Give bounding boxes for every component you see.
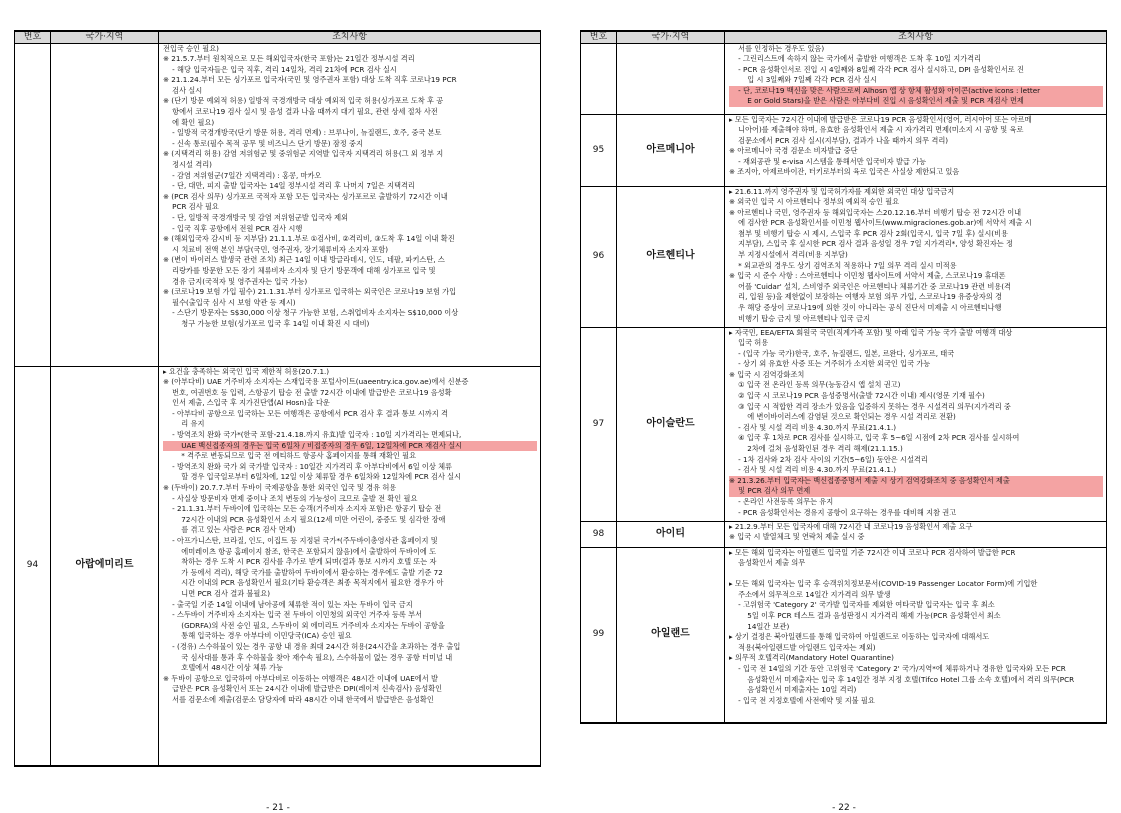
content-line: ▸ 모든 해외 입국자는 아일랜드 입국일 기준 72시간 이내 코로나 PCR 검사하여 발급한 PCR <box>729 547 1016 557</box>
content-line: 전입국 승인 필요) <box>163 43 219 53</box>
content-line: ① 입국 전 온라인 등록 의무(능동감시 앱 설치 권고) <box>729 380 901 390</box>
table-row <box>581 327 1107 521</box>
content-line: 시 치료비 전액 본인 부담(국민, 영주권자, 장기체류비자 소지자 포함) <box>163 244 389 254</box>
content-line: - 단, 코로나19 백신을 맞은 사람으로써 Alhosn 앱 상 항체 활성화 아이콘(active icons : letter <box>729 86 1103 97</box>
row-country: 아르헨티나 <box>617 186 725 327</box>
content-line: PCR 검사 필요 <box>163 202 219 212</box>
content-line: - 검사 및 시설 격리 비용 4.30.까지 무료(21.4.1.) <box>729 465 897 475</box>
content-line: 니면 PCR 검사 결과 불필요) <box>163 588 271 598</box>
content-line: - 아부다비 공항으로 입국하는 모든 여행객은 공항에서 PCR 검사 후 결과 통보 시까지 격 <box>163 408 448 418</box>
row-country <box>617 43 725 114</box>
content-line: ▸ 자국민, EEA/EFTA 회원국 국민(직계가족 포함) 및 아래 입국 가능 국가 출발 여행객 대상 <box>729 327 1013 337</box>
row-num: 95 <box>581 114 617 186</box>
content-line: 음성확인서 미제출자는 10일 격리) <box>729 685 857 695</box>
content-line: 입국 허용 <box>729 338 769 348</box>
content-line: 우 해당 증상이 코로나19에 의한 것이 아니라는 공식 진단서 미제출 시 아르헨티나행 <box>729 303 1002 313</box>
content-line: UAE 백신접종자의 경우는 입국 6일차 / 비접종자의 경우 6일, 12일차에 PCR 재검사 실시 <box>163 441 537 452</box>
content-line: - PCR 음성확인서로 진입 시 4일째와 8일째 각각 PCR 검사 실시하고, DPI 음성확인서로 진 <box>729 64 1024 74</box>
measures-table-left <box>14 30 541 767</box>
content-line: 에 변이바이러스에 감염된 것으로 확인되는 경우 시설 격리로 전환) <box>729 412 956 422</box>
content-line: 에 확인 필요) <box>163 117 215 127</box>
row-content <box>725 43 1107 114</box>
content-line: ※ 조지아, 아제르바이잔, 터키로부터의 육로 입국은 사실상 제한되고 있음 <box>729 167 960 177</box>
content-line: ※ 외국인 입국 시 아르헨티나 정부의 예외적 승인 필요 <box>729 197 900 207</box>
measures-table-right <box>580 30 1107 724</box>
content-line: 할 경우 입국일로부터 6일차에, 12일 이상 체류할 경우 6일차와 12일차에 PCR 검사 실시 <box>163 472 462 482</box>
content-line: 5일 이후 PCR 테스트 결과 음성판정시 지가격리 해제 가능(PCR 음성확인서 최소 <box>729 611 1001 621</box>
content-line: 서를 검문소에 제출(검문소 담당자에 따라 48시간 이내 한국에서 발급받은 음성확인 <box>163 694 434 704</box>
content-line: - 출국일 기준 14일 이내에 남아공에 체류한 적이 있는 자는 두바이 입국 금지 <box>163 599 413 609</box>
content-line: - 아프가니스탄, 브라질, 인도, 이집트 등 지정된 국가*(주두바이총영사관 홈페이지 및 <box>163 536 438 545</box>
content-line: 를 겪고 있는 사람은 PCR 검사 면제) <box>163 525 296 535</box>
content-line: 리, 입원 등)을 제한없이 보장하는 여행자 보험 의무 가입, 스코로나19 유증상자의 경 <box>729 292 1002 302</box>
content-line: 경유 금지(국적자 및 영주권자는 입국 가능) <box>163 276 308 286</box>
content-line: - 검사 및 시설 격리 비용 4.30.까지 무료(21.4.1.) <box>729 422 897 432</box>
content-line: 2차에 걸쳐 음성확인된 경우 격리 해제(21.1.15.) <box>729 444 903 454</box>
content-line: - 단, 일방적 국경개방국 및 감염 저위험군발 입국자 제외 <box>163 213 349 222</box>
row-country <box>51 43 159 366</box>
row-num: 97 <box>581 327 617 521</box>
content-line: 항에서 코로나19 검사 실시 및 음성 결과 나올 때까지 대기 필요, 관련 상세 절차 사전 <box>163 107 438 117</box>
content-line: * 격주로 변동되므로 입국 전 에티하드 항공사 홈페이지를 통해 재확인 필요 <box>163 451 417 461</box>
content-line: - 스두바이 거주비자 소지자는 입국 전 두바이 이민청의 외국인 거주자 등록 부서 <box>163 610 423 620</box>
content-line: 및 PCR 검사 의무 면제 <box>729 486 1103 497</box>
header-measures: 조치사항 <box>725 31 1107 43</box>
row-content <box>725 521 1107 547</box>
content-line: - 입국 전 14일의 기간 동안 고위험국 'Category 2' 국가/지역*에 체류하거나 경유한 입국자와 모든 PCR <box>729 664 1066 674</box>
content-line: ※ 21.3.26.부터 입국자는 백신접종증명서 제출 시 상기 검역강화조치 중 음성확인서 제출 <box>729 476 1103 487</box>
content-line: - 방역조치 완화 국가 외 국가발 입국자 : 10일간 지가격리 후 아부다비에서 6일 이상 체류 <box>163 461 452 471</box>
table-row <box>581 521 1107 547</box>
table-header <box>15 31 541 43</box>
row-num: 94 <box>15 366 51 766</box>
content-line: 첨부 및 비행기 탑승 시 제시, 스입국 후 PCR 검사 2회(입국시, 입국 7일 후) 실시(비용 <box>729 228 1008 238</box>
content-line: ※ (아부다비) UAE 거주비자 소지자는 스재입국용 포털사이트(uaeentry.ica.gov.ae)에서 신분증 <box>163 377 469 387</box>
row-content <box>159 43 541 366</box>
content-line: 시간 이내의 PCR 음성확인서 필요(기타 환승객은 최종 목적지에서 필요한 경우가 아 <box>163 578 444 588</box>
content-line: ▸ 21.6.11.까지 영주권자 및 입국허가자를 제외한 외국인 대상 입국금지 <box>729 186 955 196</box>
table-header <box>581 31 1107 43</box>
content-line: - 21.1.31.부터 두바이에 입국하는 모든 승객(거주비자 소지자 포함)은 항공기 탑승 전 <box>163 504 442 514</box>
row-num: 99 <box>581 547 617 723</box>
row-country: 아르메니아 <box>617 114 725 186</box>
content-line: - 방역조치 완화 국가*(한국 포함-21.4.18.까지 유효)발 입국자 : 10일 지가격리는 면제되나, <box>163 430 462 440</box>
content-line: 번호, 여권번호 등 입력, 스항공기 탑승 전 출발 72시간 이내에 발급받은 코로나19 음성확 <box>163 387 452 397</box>
content-line: ※ 입국 시 준수 사항 : 스아르헨티나 이민청 웹사이트에 서약서 제출, 스코로나19 휴대폰 <box>729 271 1006 281</box>
content-line: 리 유지 <box>163 419 205 429</box>
content-line: 리랑카를 방문한 모든 장기 체류비자 소지자 및 단기 방문객에 대해 싱가포르 입국 및 <box>163 265 436 275</box>
table-row <box>581 43 1107 114</box>
content-line: ▸ 상기 결정은 북아일랜드를 통해 입국하여 아일랜드로 이동하는 입국자에 대해서도 <box>729 632 990 642</box>
content-line: 호텔에서 48시간 이상 체류 가능 <box>163 663 283 673</box>
content-line: ※ (코로나19 보험 가입 필수) 21.1.31.부터 싱가포르 입국하는 외국인은 코로나19 보험 가입 <box>163 287 457 297</box>
page-left <box>14 30 541 813</box>
content-line: - 단, 대만, 피지 출발 입국자는 14일 정부시설 격리 후 나머지 7일은 지택격리 <box>163 181 415 191</box>
content-line: ※ 아르메니아 국경 검문소 비자발급 중단 <box>729 146 858 156</box>
header-num: 번호 <box>15 31 51 43</box>
content-line: ③ 입국 시 적합한 격리 장소가 있음을 입증하지 못하는 경우 시설격리 의무(지가격리 중 <box>729 401 1011 411</box>
content-line: - 입국 직후 공항에서 전원 PCR 검사 시행 <box>163 223 303 233</box>
content-line: 적용(북아일랜드발 아일랜드 입국자는 제외) <box>729 642 876 652</box>
content-line: 비행기 탑승 금지 및 아르헨티나 입국 금지 <box>729 313 870 323</box>
content-line: ▸ 모든 해외 입국자는 입국 후 승객위치정보문서(COVID-19 Passenger Locator Form)에 기입한 <box>729 579 1038 589</box>
content-line: E or Gold Stars)을 받은 사람은 아부다비 진입 시 음성확인서 제출 및 PCR 재검사 면제 <box>729 96 1103 107</box>
content-line: 인서 제출, 스입국 후 지가진단앱(Al Hosn)을 다운 <box>163 398 330 408</box>
content-line: ※ (두바이) 20.7.7.부터 두바이 국제공항을 통한 외국인 입국 및 경유 허용 <box>163 483 397 493</box>
content-line: 검사 실시 <box>163 85 203 95</box>
content-line: - 상기 외 유효한 사증 또는 거주허가 소지한 외국인 입국 가능 <box>729 359 931 369</box>
row-content <box>159 366 541 766</box>
table-row <box>581 114 1107 186</box>
content-line: ※ 입국 시 발열체크 및 연락처 제출 실시 중 <box>729 532 865 542</box>
content-line: 주소에서 의무적으로 14일간 지가격리 의무 발생 <box>729 589 891 599</box>
content-line: 국 심사대를 통과 후 수하물을 찾아 재수속 필요), 스수하물이 없는 경우 공항 터미널 내 <box>163 652 453 662</box>
row-num <box>581 43 617 114</box>
content-line: - PCR 음성확인서는 경유지 공항이 요구하는 경우를 대비해 지참 권고 <box>729 507 957 517</box>
content-line: 부 지정시설에서 격리(비용 지부담) <box>729 250 848 260</box>
content-line: ② 입국 시 코로나19 PCR 음성증명서(출발 72시간 이내) 제시(영문 기재 필수) <box>729 391 985 401</box>
content-line: - 일방적 국경개방국(단기 방문 허용, 격리 면제) : 브루나이, 뉴질랜드, 호주, 중국 본토 <box>163 128 442 138</box>
content-line: 가 등에서 격리), 해당 국가를 출발하여 두바이에서 환승하는 경우에도 출발 기준 72 <box>163 567 443 577</box>
content-line: ▸ 요건을 충족하는 외국인 입국 제한적 허용(20.7.1.) <box>163 366 330 376</box>
row-num: 98 <box>581 521 617 547</box>
content-line: ※ (단기 방문 예외적 허용) 일방적 국경개방국 대상 예외적 입국 허용(싱가포르 도착 후 공 <box>163 96 444 106</box>
content-line: 착하는 경우 도착 시 PCR 검사를 추가로 받게 되며(결과 통보 시까지 호텔 또는 자 <box>163 557 437 567</box>
content-line: 14일간 보관) <box>729 621 790 631</box>
row-content <box>725 114 1107 186</box>
content-line: - (입국 가능 국가)한국, 호주, 뉴질랜드, 일본, 르완다, 싱가포르, 태국 <box>729 348 955 358</box>
content-line: ▸ 21.2.9.부터 모든 입국자에 대해 72시간 내 코로나19 음성확인서 제출 요구 <box>729 521 973 531</box>
content-line: - 사실상 방문비자 면제 중이나 조치 변동의 가능성이 크므로 출발 전 확인 필요 <box>163 493 418 503</box>
content-line: * 외교관의 경우도 상기 검역조치 적용하나 7일 의무 격리 실시 미적용 <box>729 260 957 270</box>
content-line: (GDRFA)의 사전 승인 필요, 스두바이 외 에미리트 거주비자 소지자는 두바이 공항을 <box>163 620 445 630</box>
content-line: 정시설 격리) <box>163 160 212 170</box>
content-line: - 신속 통로(필수 목적 공무 및 비즈니스 단기 방문) 잠정 중지 <box>163 138 363 148</box>
page-number: - 22 - <box>832 803 856 813</box>
content-line: 에미레이츠 항공 홈페이지 참조, 한국은 포함되지 않음)에서 출발하여 두바이에 도 <box>163 546 437 556</box>
table-row <box>581 186 1107 327</box>
row-num <box>15 43 51 366</box>
row-content <box>725 327 1107 521</box>
row-country: 아일랜드 <box>617 547 725 723</box>
table-row <box>581 547 1107 723</box>
table-row <box>15 366 541 766</box>
row-content <box>725 547 1107 723</box>
row-country: 아이슬란드 <box>617 327 725 521</box>
content-line: ※ (해외입국자 감시비 등 지부담) 21.1.1.부로 ①검사비, ②격리비, ③도착 후 14일 이내 확진 <box>163 234 455 244</box>
content-line: 서를 인정하는 경우도 있음) <box>729 43 825 53</box>
content-line: 음성확인서 미제출자는 입국 후 14일간 정부 지정 호텔(Tifco Hotel 그룹 소속 호텔)에서 격리 의무(PCR <box>729 674 1075 684</box>
content-line: ※ (지택격리 허용) 감염 저위험군 및 중위험군 지역발 입국자 지택격리 허용(그 외 정부 지 <box>163 149 444 159</box>
content-line: ▸ 모든 입국자는 72시간 이내에 발급받은 코로나19 PCR 음성확인서(영어, 러시아어 또는 아르메 <box>729 114 1032 124</box>
content-line: 필수(출입국 심사 시 보험 약관 등 제시) <box>163 297 296 307</box>
row-content <box>725 186 1107 327</box>
content-line: 음성확인서 제출 의무 <box>729 558 806 568</box>
content-line: 지부담), 스입국 후 실시한 PCR 검사 결과 음성일 경우 7일 지가격리*, 양성 확진자는 정 <box>729 239 1013 249</box>
content-line: 72시간 이내의 PCR 음성확인서 소지 필요(12세 미만 어린이, 중증도 및 심각한 장애 <box>163 514 446 524</box>
page-right <box>580 30 1107 813</box>
content-line: 입 시 3일째와 7일째 각각 PCR 검사 실시 <box>729 75 878 85</box>
content-line: - 고위험국 'Category 2' 국가발 입국자를 제외한 여타국발 입국자는 입국 후 최소 <box>729 600 995 610</box>
content-line: ※ (PCR 검사 의무) 싱가포르 국적자 포함 모든 입국자는 싱가포르로 출발하기 72시간 이내 <box>163 191 448 201</box>
content-line: 어플 'Cuidar' 설치, 스비영주 외국인은 아르헨티나 체류기간 중 코로나19 관련 비용(격 <box>729 281 1011 291</box>
table-row <box>15 43 541 366</box>
content-line: ※ 21.5.7.부터 원칙적으로 모든 해외입국자(한국 포함)는 21일간 정부시설 격리 <box>163 54 415 64</box>
content-line: - 그린리스트에 속하지 않는 국가에서 출발한 여행객은 도착 후 10일 지가격리 <box>729 54 982 64</box>
content-line: - 스단기 방문자는 S$30,000 이상 청구 가능한 보험, 스취업비자 소지자는 S$10,000 이상 <box>163 308 459 318</box>
content-line: ④ 입국 후 1차로 PCR 검사를 실시하고, 입국 후 5~6일 시점에 2차 PCR 검사를 실시하여 <box>729 433 1020 443</box>
content-line: ※ 21.1.24.부터 모든 싱가포르 입국자(국민 및 영주권자 포함) 대상 도착 직후 코로나19 PCR <box>163 75 457 85</box>
content-line: 통해 입국하는 경우 아부다비 이민당국(ICA) 승인 필요 <box>163 631 352 641</box>
page-number: - 21 - <box>266 803 290 813</box>
content-line: 검문소에서 PCR 검사 실시(지부담), 결과가 나올 때까지 의무 격리) <box>729 135 949 145</box>
content-line: 청구 가능한 보험(싱가포르 입국 후 14일 이내 확진 시 대비) <box>163 318 370 328</box>
row-num: 96 <box>581 186 617 327</box>
header-num: 번호 <box>581 31 617 43</box>
content-line: ※ 두바이 공항으로 입국하여 아부다비로 이동하는 여행객은 48시간 이내에 UAE에서 발 <box>163 673 438 683</box>
header-measures: 조치사항 <box>159 31 541 43</box>
row-country: 아랍에미리트 <box>51 366 159 766</box>
content-line: - 재외공관 및 e-visa 시스템을 통해서만 입국비자 발급 가능 <box>729 156 927 166</box>
content-line: - 감염 저위험군(7일간 지택격리) : 홍콩, 마카오 <box>163 170 322 180</box>
header-country: 국가·지역 <box>51 31 159 43</box>
content-line: - 입국 전 지정호텔에 사전예약 및 지불 필요 <box>729 695 875 705</box>
content-line: ※ (변이 바이러스 발생국 관련 조치) 최근 14일 이내 방글라데시, 인도, 네팔, 파키스탄, 스 <box>163 255 445 265</box>
content-line: - 1차 검사와 2차 검사 사이의 기간(5~6일) 동안은 시설격리 <box>729 454 928 464</box>
content-line: - 해당 입국자들은 입국 직후, 격리 14일차, 격리 21차에 PCR 검사 실시 <box>163 64 397 74</box>
content-line: ※ 아르헨티나 국민, 영주권자 등 해외입국자는 스20.12.16.부터 비행기 탑승 전 72시간 이내 <box>729 207 1022 217</box>
content-line: 에 검사한 PCR 음성확인서를 이민청 웹사이트(www.migraciones.gob.ar)에 서약서 제출 시 <box>729 218 1032 228</box>
content-line: 니아어)를 제출해야 하며, 유효한 음성확인서 제출 시 자가격리 면제(미소지 시 공항 및 육로 <box>729 125 1024 135</box>
content-line: - 온라인 사전등록 의무는 유지 <box>729 497 834 506</box>
header-country: 국가·지역 <box>617 31 725 43</box>
row-country: 아이티 <box>617 521 725 547</box>
content-line: 급받은 PCR 음성확인서 또는 24시간 이내에 발급받은 DPI(레이저 신속검사) 음성확인 <box>163 684 443 694</box>
content-line <box>729 569 1103 580</box>
content-line: - (경유) 스수하물이 있는 경우 공항 내 경유 최대 24시간 허용(24시간을 초과하는 경우 출입 <box>163 641 461 651</box>
content-line: ※ 입국 시 검역강화조치 <box>729 369 805 379</box>
content-line: ▸ 의무적 호텔격리(Mandatory Hotel Quarantine) <box>729 653 894 663</box>
